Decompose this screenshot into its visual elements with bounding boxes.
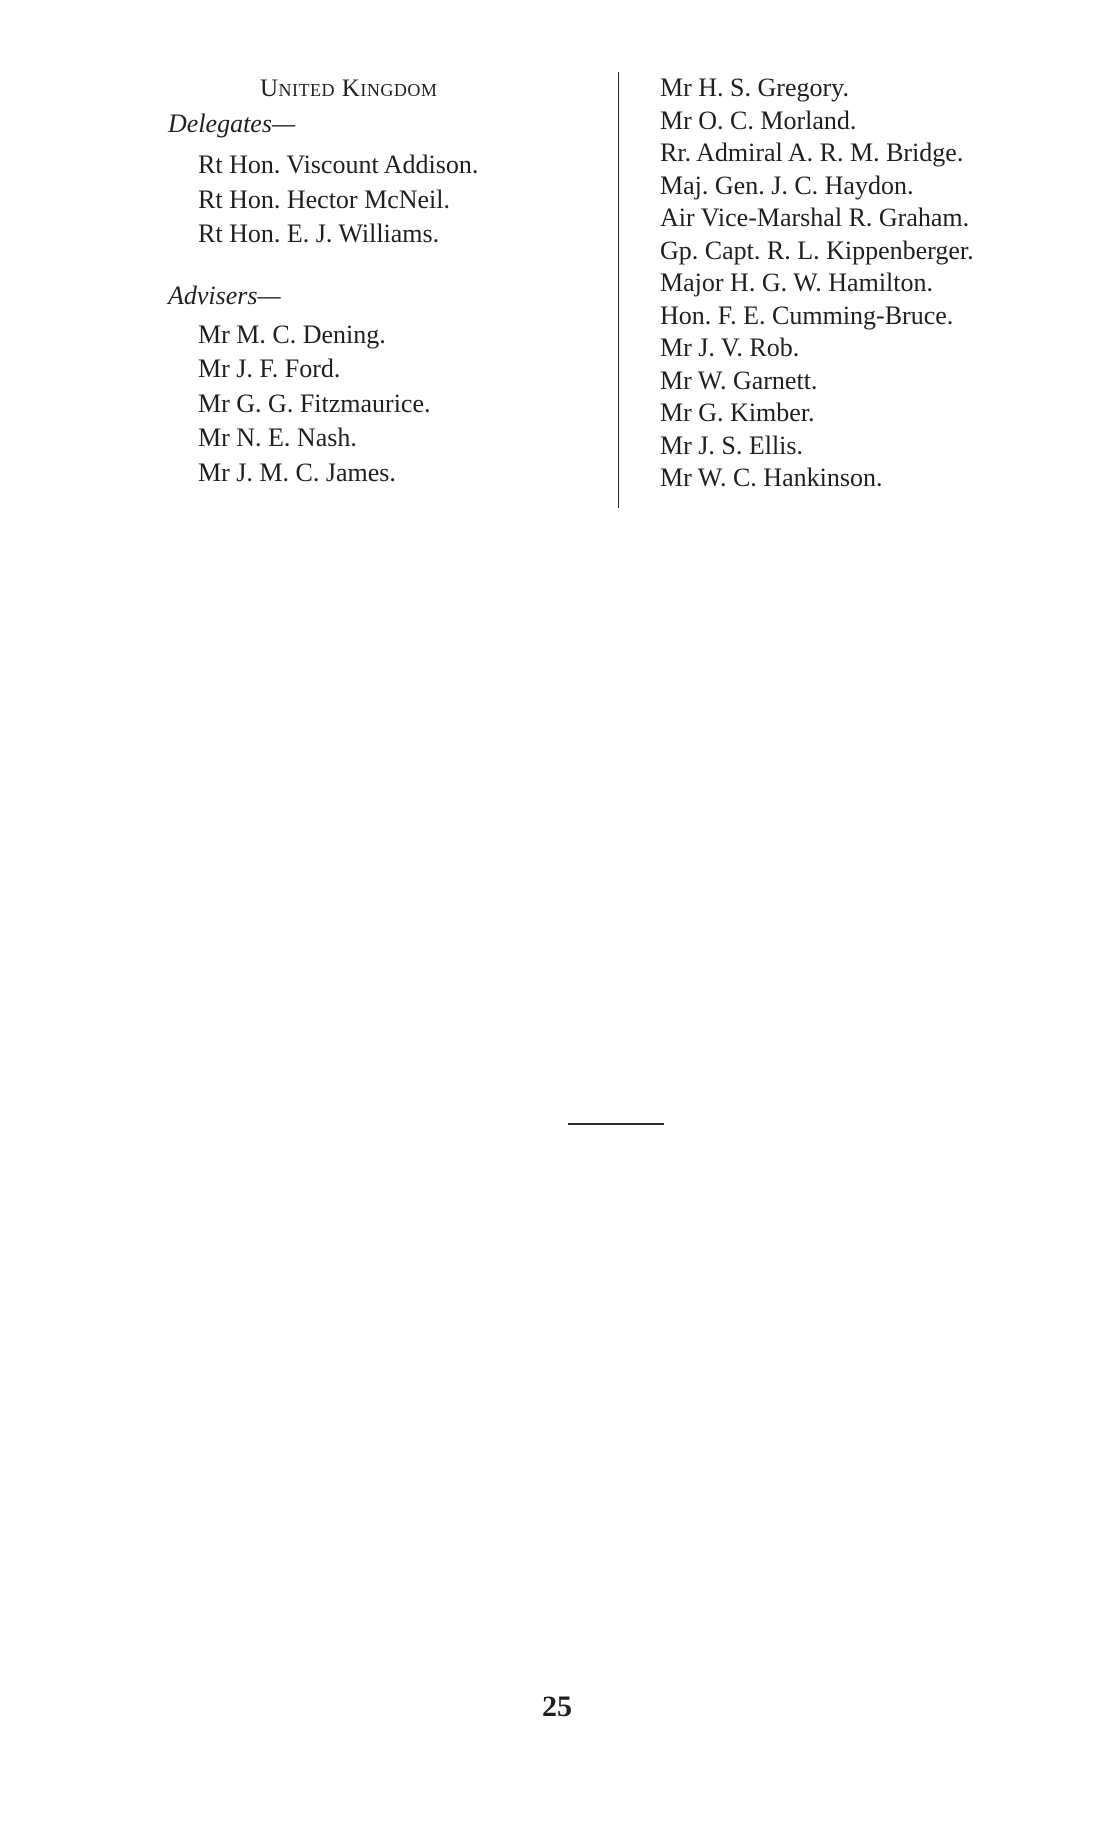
left-column bbox=[168, 72, 588, 490]
page-number: 25 bbox=[542, 1690, 572, 1723]
country-heading: United Kingdom bbox=[260, 75, 438, 102]
adviser-name: Mr W. Garnett. bbox=[660, 365, 818, 395]
adviser-name: Air Vice-Marshal R. Graham. bbox=[660, 203, 970, 232]
adviser-name: Mr G. G. Fitzmaurice. bbox=[198, 388, 431, 418]
adviser-name: Mr O. C. Morland. bbox=[660, 105, 857, 135]
adviser-name: Mr G. Kimber. bbox=[660, 398, 815, 427]
adviser-name: Mr M. C. Dening. bbox=[198, 319, 386, 349]
delegate-name: Rt Hon. Hector McNeil. bbox=[198, 184, 451, 214]
adviser-name: Hon. F. E. Cumming-Bruce. bbox=[660, 300, 954, 330]
section-end-rule bbox=[568, 1123, 664, 1125]
advisers-continued-list bbox=[660, 72, 1100, 495]
adviser-name: Mr J. F. Ford. bbox=[198, 354, 341, 383]
delegate-name: Rt Hon. Viscount Addison. bbox=[198, 150, 479, 179]
adviser-name: Mr J. M. C. James. bbox=[198, 457, 396, 487]
delegates-list bbox=[198, 148, 588, 252]
adviser-name: Mr H. S. Gregory. bbox=[660, 73, 849, 102]
column-divider bbox=[618, 72, 619, 508]
adviser-name: Mr J. V. Rob. bbox=[660, 333, 800, 362]
adviser-name: Mr N. E. Nash. bbox=[198, 423, 357, 452]
right-column bbox=[660, 72, 1100, 495]
advisers-label: Advisers— bbox=[168, 280, 281, 310]
advisers-list bbox=[198, 318, 588, 491]
adviser-name: Maj. Gen. J. C. Haydon. bbox=[660, 170, 914, 200]
adviser-name: Major H. G. W. Hamilton. bbox=[660, 268, 933, 297]
adviser-name: Mr W. C. Hankinson. bbox=[660, 463, 883, 492]
adviser-name: Gp. Capt. R. L. Kippenberger. bbox=[660, 235, 974, 265]
delegate-name: Rt Hon. E. J. Williams. bbox=[198, 219, 440, 248]
adviser-name: Rr. Admiral A. R. M. Bridge. bbox=[660, 138, 964, 167]
adviser-name: Mr J. S. Ellis. bbox=[660, 430, 804, 460]
delegates-label: Delegates— bbox=[168, 109, 296, 138]
